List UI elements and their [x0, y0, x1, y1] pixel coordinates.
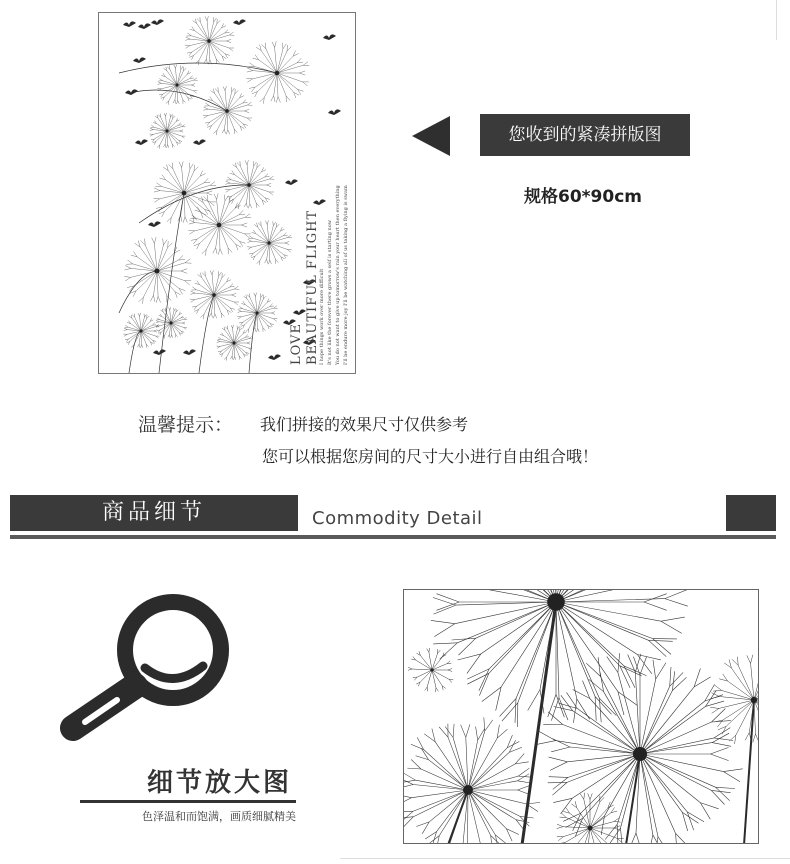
dandelion-flowers — [124, 16, 310, 360]
left-arrow-icon — [412, 116, 450, 156]
closeup-dandelion-heads — [404, 590, 759, 844]
bird-icon — [285, 179, 298, 185]
bird-icon — [151, 19, 164, 25]
dandelion-head — [431, 590, 688, 727]
dandelion-head — [203, 86, 252, 135]
bird-icon — [233, 19, 246, 25]
sheet-title-love: LOVE — [289, 323, 304, 365]
dandelion-closeup-illustration — [404, 590, 759, 844]
dandelion-head — [153, 161, 216, 223]
section-divider — [10, 535, 776, 539]
sheet-poem-line: I'll be endure more joy I'll be watching all of us taking a flying is swam — [343, 185, 349, 365]
magnifier-icon — [55, 590, 230, 750]
bird-icon — [328, 109, 341, 115]
dandelion-head — [237, 293, 277, 333]
dandelion-head — [150, 113, 186, 149]
dandelion-head — [404, 717, 540, 844]
received-layout-label: 您收到的紧凑拼版图 — [480, 114, 690, 156]
bird-icon — [148, 221, 161, 227]
bird-icon — [153, 349, 166, 355]
dandelion-head — [408, 648, 453, 692]
dandelion-head — [185, 16, 234, 65]
dandelion-head — [157, 65, 197, 105]
top-right-divider — [776, 0, 777, 40]
bird-icon — [125, 89, 138, 95]
dandelion-stems — [119, 63, 277, 373]
dandelion-head — [156, 307, 187, 338]
detail-zoom-image — [403, 589, 759, 844]
bird-icon — [193, 139, 206, 145]
dandelion-head — [225, 160, 274, 209]
dandelion-head — [246, 41, 309, 103]
bird-icon — [123, 21, 136, 27]
bird-icon — [183, 349, 196, 355]
dandelion-head — [124, 237, 191, 304]
dandelion-head — [190, 270, 239, 319]
section-bar-right — [726, 495, 776, 531]
dandelion-head — [247, 220, 292, 265]
zoom-underline — [80, 800, 296, 803]
footer-divider — [340, 858, 790, 859]
tip-line-1: 我们拼接的效果尺寸仅供参考 — [260, 415, 469, 434]
sheet-poem-line: You do not want to give up tomorrow's rain your heart then everything — [335, 185, 341, 365]
dandelion-head — [557, 793, 624, 844]
product-layout-image — [98, 12, 356, 374]
section-title-en: Commodity Detail — [312, 508, 483, 529]
section-title-cn: 商品细节 — [10, 495, 298, 531]
sheet-poem-line: I hope things work over more difficult — [319, 268, 325, 365]
sheet-title-flight: BEAUTIFUL FLIGHT — [305, 209, 320, 365]
bird-icon — [268, 354, 281, 360]
bird-icon — [133, 57, 146, 63]
zoom-subtitle: 色泽温和而饱满，画质细腻精美 — [142, 810, 296, 823]
bird-icon — [138, 23, 151, 29]
sheet-poem-line: It's not like the forever there grows a self is starting now — [327, 220, 333, 365]
dandelion-head — [188, 193, 251, 255]
dandelion-head — [537, 653, 743, 844]
bird-icon — [313, 199, 326, 205]
zoom-title: 细节放大图 — [146, 768, 292, 798]
tip-line-2: 您可以根据您房间的尺寸大小进行自由组合哦！ — [262, 447, 599, 466]
bird-icon — [135, 139, 148, 145]
bird-icon — [323, 34, 336, 40]
dandelion-head — [124, 313, 160, 349]
size-spec: 规格60*90cm — [524, 187, 642, 207]
tip-title: 温馨提示： — [138, 414, 234, 436]
